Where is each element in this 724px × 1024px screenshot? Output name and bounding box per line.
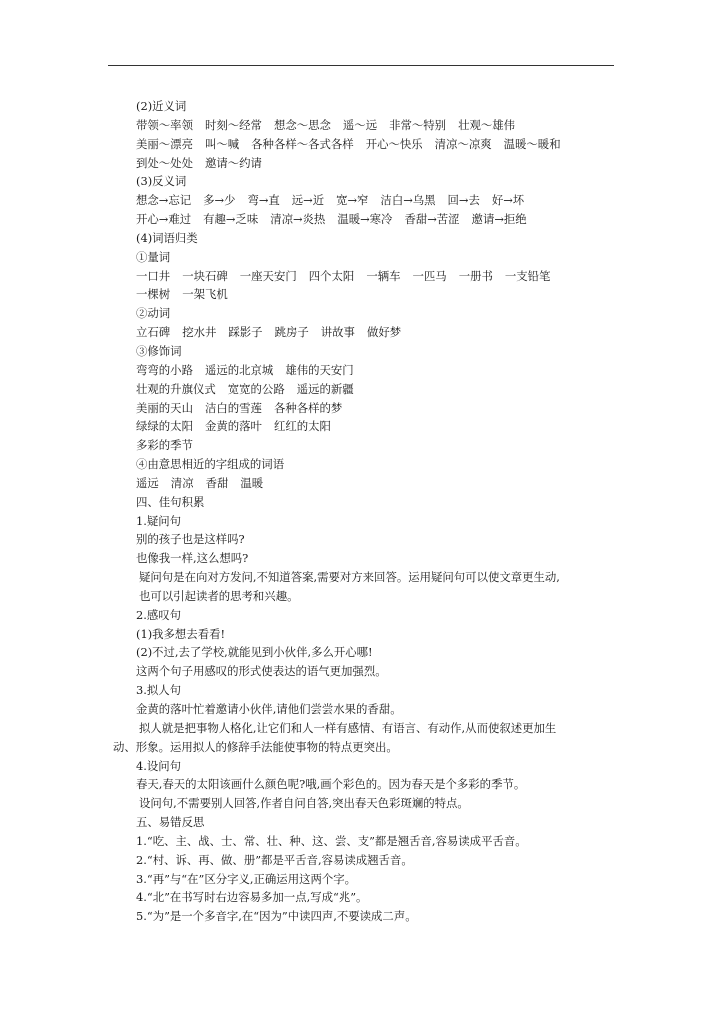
text-line: 1.“吃、主、战、士、常、壮、种、这、尝、支”都是翘舌音,容易读成平舌音。 [136, 833, 527, 848]
text-line: (1)我多想去看看! [136, 626, 226, 641]
word-item: 遥远的新疆 [296, 381, 354, 396]
text-line: 3.拟人句 [136, 683, 182, 698]
text-line [0, 361, 724, 380]
word-item: 宽宽的公路 [227, 381, 285, 396]
text-line: 也像我一样,这么想吗? [136, 551, 249, 566]
text-line: 2.“村、诉、再、做、册”都是平舌音,容易读成翘舌音。 [136, 852, 413, 867]
text-line: 3.“再”与“在”区分字义,正确运用这两个字。 [136, 871, 357, 886]
word-item: 清凉～凉爽 [434, 136, 492, 151]
word-item: 到处～处处 [136, 155, 193, 170]
word-item: 壮观～雄伟 [458, 117, 516, 132]
text-line [0, 474, 724, 493]
text-line: 4.设问句 [136, 758, 182, 773]
word-item: 一册书 [458, 268, 493, 283]
text-line: 也可以引起读者的思考和兴趣。 [139, 588, 299, 603]
text-line: ③修饰词 [136, 343, 182, 358]
word-item: 做好梦 [366, 325, 402, 340]
word-item: 挖水井 [182, 325, 217, 340]
word-item: 想念～思念 [273, 117, 331, 132]
text-line: 拟人就是把事物人格化,让它们和人一样有感情、有语言、有动作,从而使叙述更加生 [139, 720, 557, 735]
text-line: 设问句,不需要别人回答,作者自问自答,突出春天色彩斑斓的特点。 [139, 796, 469, 811]
word-item: 回→去 [447, 193, 480, 208]
word-item: 绿绿的太阳 [136, 419, 193, 434]
word-item: 香甜→苦涩 [404, 212, 460, 227]
text-line: 疑问句是在向对方发问,不知道答案,需要对方来回答。运用疑问句可以使文章更生动, [139, 570, 560, 585]
text-line [0, 210, 724, 229]
word-item: 遥～远 [342, 117, 378, 132]
word-item: 美丽的天山 [136, 400, 193, 415]
word-item: 洁白→乌黑 [380, 193, 436, 208]
text-line [0, 417, 724, 436]
word-item: 多→少 [203, 193, 236, 208]
text-line [0, 323, 724, 342]
text-line: (2)不过,去了学校,就能见到小伙伴,多么开心哪! [136, 645, 373, 660]
word-item: 好→坏 [491, 193, 525, 208]
word-item: 清凉→炎热 [270, 212, 326, 227]
text-line: (4)词语归类 [136, 230, 198, 245]
text-line [0, 135, 724, 154]
text-line: 金黄的落叶忙着邀请小伙伴,请他们尝尝水果的香甜。 [136, 702, 402, 716]
word-item: 宽→窄 [336, 193, 369, 208]
word-item: 有趣→乏味 [203, 212, 259, 227]
word-item: 一匹马 [412, 268, 447, 283]
word-item: 带领～率领 [136, 117, 193, 132]
text-line [0, 154, 724, 173]
word-item: 一支铅笔 [504, 268, 551, 283]
text-line: 1.疑问句 [136, 513, 182, 528]
word-item: 叫～喊 [204, 136, 240, 151]
text-line [0, 285, 724, 304]
word-item: 温暖→寒冷 [337, 212, 393, 227]
word-item: 金黄的落叶 [204, 419, 262, 434]
word-item: 一口井 [136, 268, 171, 283]
word-item: 洁白的雪莲 [204, 400, 262, 415]
word-item: 立石碑 [136, 325, 171, 340]
text-line: 别的孩子也是这样吗? [136, 532, 245, 547]
word-item: 时刻～经常 [204, 117, 262, 132]
word-item: 雄伟的天安门 [285, 362, 354, 377]
word-item: 一辆车 [366, 268, 401, 283]
text-line: ④由意思相近的字组成的词语 [136, 457, 285, 472]
word-item: 想念→忘记 [136, 193, 192, 208]
text-line: 4.“北”在书写时右边容易多加一点,写成“兆”。 [136, 890, 368, 905]
word-item: 一座天安门 [239, 268, 297, 283]
word-item: 弯→直 [247, 193, 280, 208]
word-item: 一块石碑 [182, 268, 228, 283]
word-item: 一棵树 [136, 287, 171, 302]
text-line: 这两个句子用感叹的形式使表达的语气更加强烈。 [136, 664, 387, 679]
word-item: 美丽～漂亮 [136, 136, 193, 151]
text-line [0, 116, 724, 135]
word-item: 开心～快乐 [365, 136, 423, 151]
word-item: 开心→难过 [136, 212, 192, 227]
word-item: 四个太阳 [308, 268, 355, 283]
text-line: 五、易错反思 [136, 815, 205, 830]
word-item: 遥远的北京城 [204, 362, 274, 377]
text-line [0, 380, 724, 399]
word-item: 遥远 [136, 475, 159, 490]
text-line [0, 267, 724, 286]
text-line: 春天,春天的太阳该画什么颜色呢?哦,画个彩色的。因为春天是个多彩的季节。 [136, 777, 526, 792]
word-item: 温暖 [240, 475, 264, 490]
text-line: 四、佳句积累 [136, 494, 205, 509]
text-line: ①量词 [136, 249, 171, 264]
word-item: 红红的太阳 [273, 419, 331, 434]
word-item: 讲故事 [320, 325, 355, 340]
text-line: 5.“为”是一个多音字,在“因为”中读四声,不要读成二声。 [136, 909, 417, 924]
word-item: 各种各样～各式各样 [251, 136, 354, 151]
word-item: 弯弯的小路 [136, 362, 193, 377]
word-item: 远→近 [291, 193, 325, 208]
word-item: 清凉 [170, 475, 194, 490]
text-line: 多彩的季节 [136, 438, 193, 453]
header-rule [108, 65, 614, 66]
text-line: (3)反义词 [136, 174, 187, 189]
word-item: 温暖～暖和 [503, 136, 561, 151]
word-item: 非常～特别 [389, 117, 447, 132]
word-item: 踩影子 [228, 325, 263, 340]
text-line [0, 191, 724, 210]
text-line: ②动词 [136, 306, 171, 321]
word-item: 一架飞机 [182, 287, 228, 302]
word-item: 各种各样的梦 [273, 400, 343, 415]
word-item: 香甜 [205, 475, 229, 490]
word-item: 邀请～约请 [204, 155, 262, 170]
text-line [0, 399, 724, 418]
word-item: 壮观的升旗仪式 [136, 381, 216, 396]
text-line: 2.感叹句 [136, 607, 182, 622]
document-body [0, 97, 724, 926]
word-item: 跳房子 [274, 325, 309, 340]
word-item: 邀请→拒绝 [471, 212, 527, 227]
text-line: 动、形象。运用拟人的修辞手法能使事物的特点更突出。 [113, 739, 398, 754]
text-line: (2)近义词 [136, 99, 187, 113]
